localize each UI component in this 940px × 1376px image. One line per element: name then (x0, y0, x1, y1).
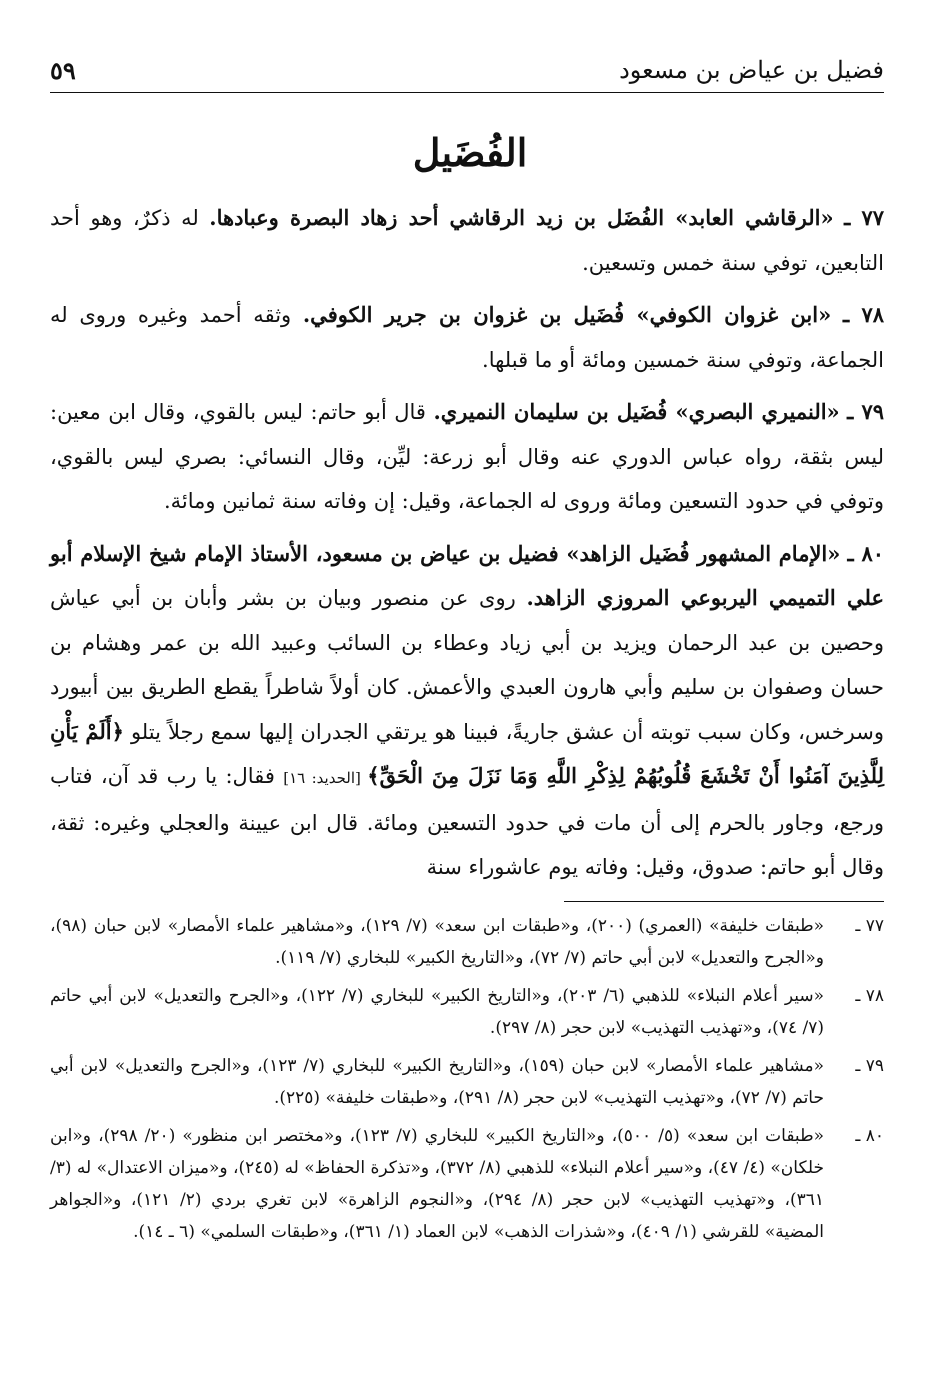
footnote-text: «سير أعلام النبلاء» للذهبي (٦/ ٢٠٣)، و«التاريخ الكبير» للبخاري (٧/ ١٢٢)، و«الجرح والتعديل» لابن أبي حاتم (٧/ ٧٤)، و«تهذيب التهذيب» لابن حجر (٨/ ٢٩٧). (50, 986, 824, 1038)
entry-78 (50, 293, 884, 382)
footnote-text: «مشاهير علماء الأمصار» لابن حبان (١٥٩)، و«التاريخ الكبير» للبخاري (٧/ ١٢٣)، و«الجرح والتعديل» لابن أبي حاتم (٧/ ٧٢)، و«تهذيب التهذيب» لابن حجر (٨/ ٢٩١)، و«طبقات خليفة» (٢٢٥). (50, 1056, 824, 1108)
entry-79 (50, 390, 884, 524)
quran-verse: ﴿أَلَمْ يَأْنِ لِلَّذِينَ آمَنُوا أَنْ تَخْشَعَ قُلُوبُهُمْ لِذِكْرِ اللَّهِ وَمَا نَزَلَ مِنَ الْحَقِّ﴾ (50, 718, 884, 788)
footnote-text: «طبقات ابن سعد» (٥/ ٥٠٠)، و«التاريخ الكبير» للبخاري (٧/ ١٢٣)، و«مختصر ابن منظور» (٢٠/ ٢٩٨)، و«ابن خلكان» (٤/ ٤٧)، و«سير أعلام النبلاء» للذهبي (٨/ ٣٧٢)، و«تذكرة الحفاظ» له (٢٤٥)، و«ميزان الاعتدال» له (٣/ ٣٦١)، و«تهذيب التهذيب» لابن حجر (٨/ ٢٩٤)، و«النجوم الزاهرة» لابن تغري بردي (٢/ ١٢١)، و«الجواهر المضية» للقرشي (١/ ٤٠٩)، و«شذرات الذهب» لابن العماد (١/ ٣٦١)، و«طبقات السلمي» (٦ ـ ١٤). (50, 1126, 824, 1242)
entry-77 (50, 196, 884, 285)
entry-body: روى عن منصور وبيان بن بشر وأبان بن أبي عياش وحصين بن عبد الرحمان ويزيد بن أبي زياد وعطاء بن السائب وعبيد الله بن عمر وهشام بن حسان وصفوان بن سليم وأبي هارون العبدي والأعمش. كان أولاً شاطراً يقطع الطريق بين أبيورد وسرخس، وكان سبب توبته أن عشق جاريةً، فبينا هو يرتقي الجدران إليها سمع رجلاً يتلو (50, 586, 884, 744)
footnote-78 (50, 980, 884, 1044)
entry-80 (50, 532, 884, 890)
footnotes (50, 910, 884, 1254)
entry-number: ٧٩ ـ (847, 399, 884, 424)
entry-body: له ذكرٌ، وهو أحد التابعين، توفي سنة خمس وتسعين. (50, 206, 884, 275)
footnote-79 (50, 1050, 884, 1114)
header-title: فضيل بن عياض بن مسعود (619, 56, 884, 84)
footnote-77 (50, 910, 884, 974)
footnote-number: ٧٩ ـ (855, 1056, 884, 1076)
entry-heading: «ابن غزوان الكوفي» فُضَيل بن غزوان بن جرير الكوفي. (302, 302, 832, 327)
entry-body: وثقه أحمد وغيره وروى له الجماعة، وتوفي سنة خمسين ومائة أو ما قبلها. (50, 303, 884, 372)
entry-number: ٨٠ ـ (847, 540, 884, 566)
chapter-title: الفُضَيل (412, 130, 528, 175)
entry-heading: «النميري البصري» فُضَيل بن سليمان النميري. (433, 399, 840, 424)
entry-body: قال أبو حاتم: ليس بالقوي، وقال ابن معين: ليس بثقة، رواه عباس الدوري عنه وقال أبو زرعة: ليِّن، وقال النسائي: بصري ليس بالقوي، وتوفي في حدود التسعين ومائة وروى له الجماعة، وقيل: إن وفاته سنة ثمانين ومائة. (50, 400, 884, 513)
footnote-text: «طبقات خليفة» (العمري) (٢٠٠)، و«طبقات ابن سعد» (٧/ ١٢٩)، و«مشاهير علماء الأمصار» لابن حبان (٩٨)، و«الجرح والتعديل» لابن أبي حاتم (٧/ ٧٢)، و«التاريخ الكبير» للبخاري (٧/ ١١٩). (50, 916, 825, 968)
running-header (50, 52, 884, 93)
verse-reference: [الحديد: ١٦] (283, 769, 368, 787)
footnote-number: ٧٧ ـ (855, 916, 884, 936)
entry-body-continued: فقال: يا رب قد آن، فتاب ورجع، وجاور بالحرم إلى أن مات في حدود التسعين ومائة. قال ابن عيينة والعجلي وغيره: ثقة، وقال أبو حاتم: صدوق، وقيل: وفاته يوم عاشوراء سنة (50, 764, 884, 879)
entry-number: ٧٨ ـ (842, 302, 884, 327)
page-number: ٥٩ (50, 56, 76, 85)
footnote-separator (564, 901, 884, 902)
footnote-80 (50, 1120, 884, 1248)
footnote-number: ٨٠ ـ (855, 1126, 884, 1146)
footnote-number: ٧٨ ـ (855, 986, 884, 1006)
entry-number: ٧٧ ـ (844, 205, 884, 230)
entry-heading: «الرقاشي العابد» الفُضَل بن زيد الرقاشي أحد زهاد البصرة وعبادها. (209, 205, 834, 230)
entry-heading: «الإمام المشهور فُضَيل الزاهد» فضيل بن عياض بن مسعود، الأستاذ الإمام شيخ الإسلام أبو علي التميمي اليربوعي المروزي الزاهد. (50, 540, 884, 610)
main-text (50, 196, 884, 898)
